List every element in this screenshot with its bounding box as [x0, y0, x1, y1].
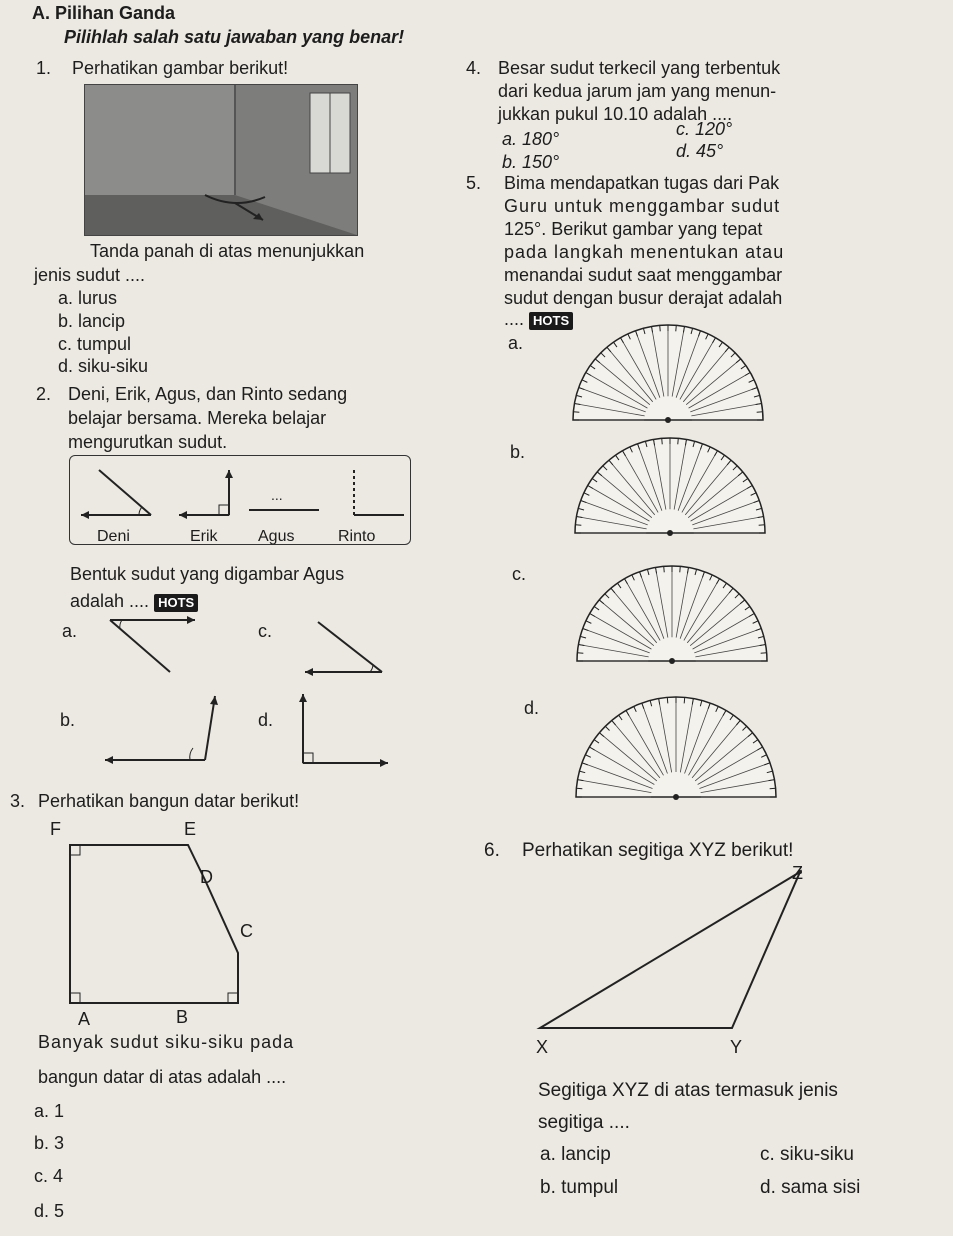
q4-option-a[interactable]: a. 180° — [502, 129, 560, 149]
q1-option-c[interactable]: c. tumpul — [58, 334, 132, 354]
q1-option-d[interactable]: d. siku-siku — [58, 356, 149, 376]
room-corner-drawing — [85, 85, 357, 235]
q5-option-a-label[interactable]: a. — [508, 333, 524, 353]
q4-option-b[interactable]: b. 150° — [502, 152, 560, 172]
q5-option-d-label[interactable]: d. — [524, 698, 540, 718]
q2-question-line-2 — [70, 590, 198, 612]
q5-option-b-label[interactable]: b. — [510, 442, 526, 462]
q6-option-a[interactable]: a. lancip — [540, 1144, 611, 1165]
student-name-rinto: Rinto — [338, 528, 376, 545]
q3-question-line-1: Banyak sudut siku-siku pada — [38, 1032, 295, 1052]
section-instruction: Pilihlah salah satu jawaban yang benar! — [64, 27, 405, 47]
q2-line-1: Deni, Erik, Agus, dan Rinto sedang — [68, 384, 348, 404]
q2-option-d-label[interactable]: d. — [258, 710, 274, 730]
q4-line-2: dari kedua jarum jam yang menun- — [498, 81, 777, 101]
vertex-c: C — [240, 921, 253, 941]
vertex-d: D — [200, 867, 213, 887]
q2-option-c-angle — [300, 612, 410, 682]
q4-line-1: Besar sudut terkecil yang terbentuk — [498, 58, 781, 78]
q4-number: 4. — [466, 58, 482, 78]
q2-option-b-angle — [95, 690, 225, 765]
vertex-a: A — [78, 1009, 91, 1029]
q3-question-line-2: bangun datar di atas adalah .... — [38, 1067, 287, 1087]
q1-text: Perhatikan gambar berikut! — [72, 58, 289, 78]
q5-line-4: pada langkah menentukan atau — [504, 242, 785, 262]
protractor-option-a — [558, 325, 778, 425]
student-name-deni: Deni — [97, 528, 130, 545]
q3-option-c[interactable]: c. 4 — [34, 1166, 64, 1186]
room-corner-photo — [84, 84, 358, 236]
q5-line-1: Bima mendapatkan tugas dari Pak — [504, 173, 780, 193]
q2-question-text: adalah .... — [70, 591, 150, 611]
hots-badge: HOTS — [529, 312, 573, 330]
q1-caption-line-2: jenis sudut .... — [34, 265, 146, 285]
q5-line-6: sudut dengan busur derajat adalah — [504, 288, 783, 308]
q6-option-c[interactable]: c. siku-siku — [760, 1144, 854, 1165]
vertex-z: Z — [792, 863, 803, 883]
q5-number: 5. — [466, 173, 482, 193]
q1-number: 1. — [36, 58, 52, 78]
vertex-y: Y — [730, 1037, 743, 1057]
q4-option-d[interactable]: d. 45° — [676, 141, 724, 161]
student-name-agus: Agus — [258, 528, 295, 545]
q2-line-3: mengurutkan sudut. — [68, 432, 228, 452]
q3-number: 3. — [10, 791, 26, 811]
hots-badge: HOTS — [154, 594, 198, 612]
vertex-b: B — [176, 1007, 189, 1027]
q3-text: Perhatikan bangun datar berikut! — [38, 791, 300, 811]
triangle-xyz — [530, 860, 810, 1040]
q5-option-c-label[interactable]: c. — [512, 564, 527, 584]
q3-option-d[interactable]: d. 5 — [34, 1201, 65, 1221]
q4-line-3: jukkan pukul 10.10 adalah .... — [498, 104, 733, 124]
q3-option-b[interactable]: b. 3 — [34, 1133, 65, 1153]
q1-caption-line-1: Tanda panah di atas menunjukkan — [90, 241, 365, 261]
svg-text:...: ... — [271, 487, 283, 503]
q2-option-a-label[interactable]: a. — [62, 621, 78, 641]
q3-option-a[interactable]: a. 1 — [34, 1101, 65, 1121]
q6-text: Perhatikan segitiga XYZ berikut! — [522, 840, 794, 861]
q6-number: 6. — [484, 840, 500, 861]
q6-option-d[interactable]: d. sama sisi — [760, 1177, 861, 1198]
q2-option-a-angle — [100, 612, 210, 682]
protractor-option-b — [560, 438, 780, 538]
vertex-e: E — [184, 819, 197, 839]
q6-option-b[interactable]: b. tumpul — [540, 1177, 619, 1198]
q5-line-3: 125°. Berikut gambar yang tepat — [504, 219, 763, 239]
q2-number: 2. — [36, 384, 52, 404]
q4-option-c[interactable]: c. 120° — [676, 119, 733, 139]
vertex-f: F — [50, 819, 61, 839]
q1-option-b[interactable]: b. lancip — [58, 311, 126, 331]
q5-line-5: menandai sudut saat menggambar — [504, 265, 783, 285]
q2-option-c-label[interactable]: c. — [258, 621, 273, 641]
q5-ellipsis: .... — [504, 309, 525, 329]
q1-option-a[interactable]: a. lurus — [58, 288, 118, 308]
student-name-erik: Erik — [190, 528, 218, 545]
polygon-abcdef — [60, 835, 260, 1010]
q6-question-line-2: segitiga .... — [538, 1112, 630, 1133]
section-title: A. Pilihan Ganda — [32, 3, 176, 23]
q2-question-line-1: Bentuk sudut yang digambar Agus — [70, 564, 345, 584]
q5-line-2: Guru untuk menggambar sudut — [504, 196, 781, 216]
vertex-x: X — [536, 1037, 549, 1057]
q2-option-d-angle — [288, 688, 398, 768]
q2-line-2: belajar bersama. Mereka belajar — [68, 408, 327, 428]
q6-question-line-1: Segitiga XYZ di atas termasuk jenis — [538, 1080, 838, 1101]
protractor-option-d — [566, 694, 786, 802]
protractor-option-c — [562, 566, 782, 666]
q2-option-b-label[interactable]: b. — [60, 710, 76, 730]
